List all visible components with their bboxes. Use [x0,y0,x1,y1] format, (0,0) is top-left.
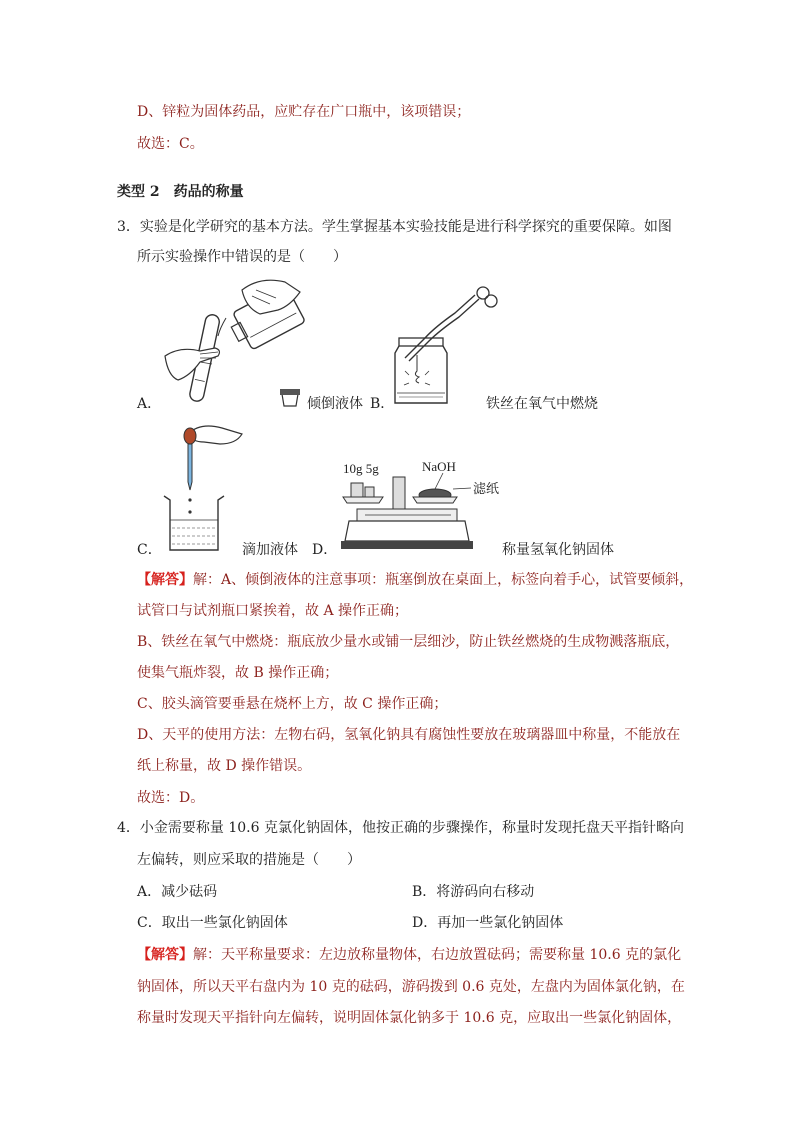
figure-d-weighing-naoh [335,455,505,555]
q4-stem-line1: 4．小金需要称量 10.6 克氯化钠固体，他按正确的步骤操作，称量时发现托盘天平指针略向 [117,820,684,836]
q3-stem-line2: 所示实验操作中错误的是（ ） [137,249,347,265]
q3-analysis-line-7: 纸上称量，故 D 操作错误。 [137,758,312,774]
q3-stem-line1: 3．实验是化学研究的基本方法。学生掌握基本实验技能是进行科学探究的重要保障。如图 [117,219,672,235]
q3-option-d-letter: D． [312,542,338,558]
figure-d-naoh-label: NaOH [422,459,456,474]
q3-analysis-line-3: B、铁丝在氧气中燃烧：瓶底放少量水或铺一层细沙，防止铁丝燃烧的生成物溅落瓶底， [137,634,680,650]
figure-b-iron-wire-burning [395,283,505,408]
q4-analysis-line-1: 【解答】解：天平称量要求：左边放称量物体，右边放置砝码；需要称量 10.6 克的氯化 [137,947,682,963]
q3-option-a-letter: A． [137,396,162,412]
figure-d-weights-label: 10g 5g [343,461,379,476]
q4-stem-line2: 左偏转，则应采取的措施是（ ） [137,852,361,868]
figure-c-dropping-liquid [160,420,250,555]
prev-option-d-analysis: D、锌粒为固体药品，应贮存在广口瓶中，该项错误； [137,104,471,120]
q3-option-b-letter: B． [370,396,395,412]
q3-analysis-line-8: 故选：D。 [137,790,205,806]
prev-answer: 故选：C。 [137,136,204,152]
q4-option-d: D．再加一些氯化钠固体 [412,915,564,931]
q3-analysis-line-6: D、天平的使用方法：左物右码，氢氧化钠具有腐蚀性要放在玻璃器皿中称量，不能放在 [137,727,681,743]
q3-analysis-line-4: 使集气瓶炸裂，故 B 操作正确； [137,665,339,681]
q4-answer-tag: 【解答】 [137,947,193,963]
q3-option-c-letter: C． [137,542,162,558]
figure-d-paper-label: 滤纸 [473,481,500,496]
q3-option-c-caption: 滴加液体 [242,542,298,558]
figure-a-pouring-liquid [160,276,310,411]
q4-option-c: C．取出一些氯化钠固体 [137,915,288,931]
section-title: 类型 2 药品的称量 [117,184,244,200]
q3-option-d-caption: 称量氢氧化钠固体 [502,542,614,558]
q3-analysis-line-5: C、胶头滴管要垂悬在烧杯上方，故 C 操作正确； [137,696,448,712]
q4-option-a: A．减少砝码 [137,884,218,900]
q4-option-b: B．将游码向右移动 [412,884,535,900]
q3-analysis-line-1: 【解答】解：A、倾倒液体的注意事项：瓶塞倒放在桌面上，标签向着手心，试管要倾斜， [137,572,694,588]
q4-analysis-line-2: 钠固体，所以天平右盘内为 10 克的砝码，游码拨到 0.6 克处，左盘内为固体氯化钠，在 [137,979,685,995]
q3-analysis-line-2: 试管口与试剂瓶口紧挨着，故 A 操作正确； [137,603,409,619]
q3-option-a-caption: 倾倒液体 [307,396,363,412]
q4-analysis-line-3: 称量时发现天平指针向左偏转，说明固体氯化钠多于 10.6 克，应取出一些氯化钠固体， [137,1010,682,1026]
q3-answer-tag: 【解答】 [137,572,193,588]
q3-option-b-caption: 铁丝在氧气中燃烧 [486,396,598,412]
